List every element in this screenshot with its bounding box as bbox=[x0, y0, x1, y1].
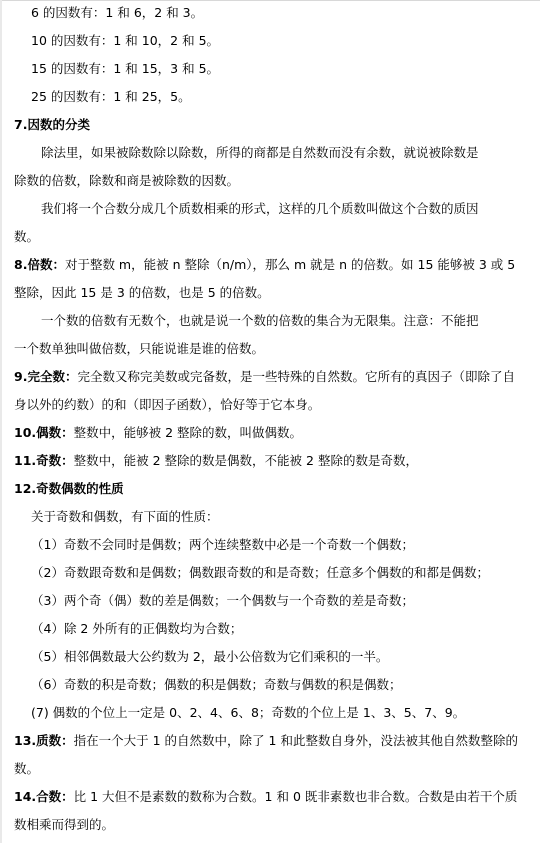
paragraph-line: 完全数又称完美数或完备数，是一些特殊的自然数。它所有的真因子（即除了自 bbox=[77, 369, 515, 384]
section-14-line bbox=[0, 787, 540, 807]
section-9-line bbox=[0, 367, 540, 387]
section-13-line bbox=[0, 731, 540, 751]
factor-example-10: 10 的因数有：1 和 10，2 和 5。 bbox=[31, 33, 220, 48]
paragraph-line: 对于整数 m，能被 n 整除（n/m），那么 m 就是 n 的倍数。如 15 能够被 3 或 5 bbox=[64, 257, 516, 272]
paragraph-line: 除数的倍数，除数和商是被除数的因数。 bbox=[14, 173, 240, 188]
paragraph-line: 整数中，能够被 2 整除的数，叫做偶数。 bbox=[73, 425, 303, 440]
paragraph-line: 身以外的约数）的和（即因子函数），恰好等于它本身。 bbox=[14, 397, 321, 412]
section-11-line bbox=[0, 451, 540, 471]
property-item-2: （2）奇数跟奇数和是偶数；偶数跟奇数的和是奇数；任意多个偶数的和都是偶数； bbox=[31, 565, 489, 580]
paragraph-line: 一个数单独叫做倍数，只能说谁是谁的倍数。 bbox=[14, 341, 265, 356]
paragraph-line: 除法里，如果被除数除以除数，所得的商都是自然数而没有余数，就说被除数是 bbox=[41, 145, 479, 160]
section-heading-8: 8.倍数： bbox=[14, 257, 65, 272]
paragraph-line: 数。 bbox=[14, 761, 40, 776]
factor-example-25: 25 的因数有：1 和 25，5。 bbox=[31, 89, 191, 104]
section-heading-7: 7.因数的分类 bbox=[14, 117, 90, 132]
factor-example-6: 6 的因数有：1 和 6，2 和 3。 bbox=[31, 5, 204, 20]
property-item-3: （3）两个奇（偶）数的差是偶数；一个偶数与一个奇数的差是奇数； bbox=[31, 593, 414, 608]
factor-example-15: 15 的因数有：1 和 15，3 和 5。 bbox=[31, 61, 220, 76]
paragraph-line: 一个数的倍数有无数个，也就是说一个数的倍数的集合为无限集。注意：不能把 bbox=[41, 313, 479, 328]
paragraph-line: 数。 bbox=[14, 229, 40, 244]
paragraph-line: 指在一个大于 1 的自然数中，除了 1 和此整数自身外，没法被其他自然数整除的 bbox=[73, 733, 518, 748]
property-item-7: (7) 偶数的个位上一定是 0、2、4、6、8；奇数的个位上是 1、3、5、7、9。 bbox=[31, 705, 466, 720]
paragraph-line: 我们将一个合数分成几个质数相乘的形式，这样的几个质数叫做这个合数的质因 bbox=[41, 201, 479, 216]
paragraph-line: 数相乘而得到的。 bbox=[14, 817, 115, 832]
page-top-border bbox=[0, 0, 540, 1]
section-heading-10: 10.偶数： bbox=[14, 425, 74, 440]
section-10-line bbox=[0, 423, 540, 443]
section-heading-11: 11.奇数： bbox=[14, 453, 74, 468]
paragraph-line: 比 1 大但不是素数的数称为合数。1 和 0 既非素数也非合数。合数是由若干个质 bbox=[73, 789, 518, 804]
property-item-6: （6）奇数的积是奇数；偶数的积是偶数；奇数与偶数的积是偶数； bbox=[31, 677, 402, 692]
property-item-1: （1）奇数不会同时是偶数；两个连续整数中必是一个奇数一个偶数； bbox=[31, 537, 414, 552]
section-heading-13: 13.质数： bbox=[14, 733, 74, 748]
paragraph-line: 整数中，能被 2 整除的数是偶数，不能被 2 整除的数是奇数， bbox=[73, 453, 418, 468]
property-item-4: （4）除 2 外所有的正偶数均为合数； bbox=[31, 621, 243, 636]
property-item-5: （5）相邻偶数最大公约数为 2，最小公倍数为它们乘积的一半。 bbox=[31, 649, 389, 664]
paragraph-line: 整除，因此 15 是 3 的倍数，也是 5 的倍数。 bbox=[14, 285, 270, 300]
section-heading-12: 12.奇数偶数的性质 bbox=[14, 481, 124, 496]
section-heading-9: 9.完全数： bbox=[14, 369, 78, 384]
paragraph-line: 关于奇数和偶数，有下面的性质： bbox=[31, 509, 219, 524]
section-8-line bbox=[0, 255, 540, 275]
section-heading-14: 14.合数： bbox=[14, 789, 74, 804]
